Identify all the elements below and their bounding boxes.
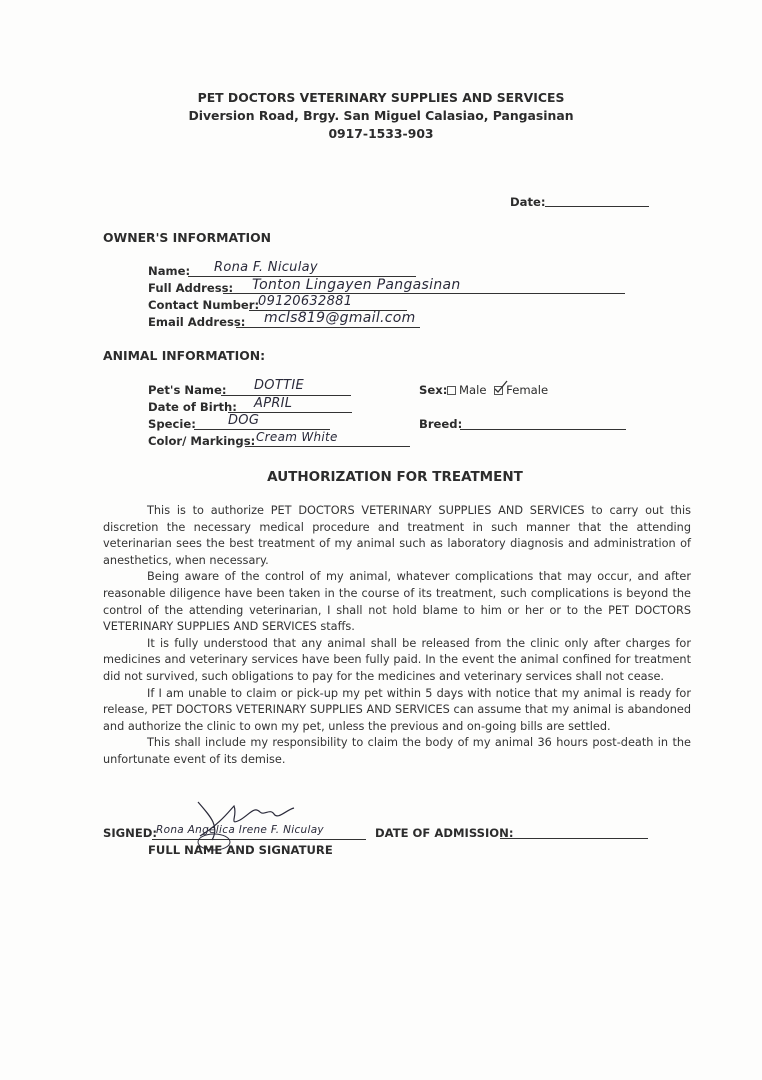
company-name: PET DOCTORS VETERINARY SUPPLIES AND SERVICES (197, 90, 565, 105)
owner-name-label: Name: (148, 264, 191, 278)
contact-number-label: Contact Number: (148, 298, 260, 312)
color-markings-value: Cream White (256, 430, 338, 444)
authorization-body (103, 503, 691, 769)
breed-field[interactable] (460, 429, 626, 430)
breed-label: Breed: (419, 417, 463, 431)
color-markings-label: Color/ Markings: (148, 434, 256, 448)
owner-address-label: Full Address: (148, 281, 234, 295)
authorization-paragraph: Being aware of the control of my animal, whatever complications that may occur, and after reasonable diligence have been taken in the course of its treatment, such complications is beyond the control of the attending veterinarian, I shall not hold blame to him or her or to the PET DOCTORS VETERINARY SUPPLIES AND SERVICES staffs. (103, 570, 691, 634)
owner-address-value: Tonton Lingayen Pangasinan (252, 277, 461, 293)
specie-label: Specie: (148, 417, 196, 431)
date-of-admission-label: DATE OF ADMISSION: (375, 826, 514, 840)
owner-section-title: OWNER'S INFORMATION (103, 230, 272, 245)
contact-number-value: 09120632881 (258, 294, 353, 309)
full-name-signature-label: FULL NAME AND SIGNATURE (148, 843, 333, 857)
dob-value: APRIL (254, 396, 293, 411)
company-phone: 0917-1533-903 (328, 126, 434, 141)
color-markings-field[interactable] (245, 446, 410, 447)
animal-section-title: ANIMAL INFORMATION: (103, 348, 266, 363)
authorization-title: AUTHORIZATION FOR TREATMENT (267, 469, 523, 485)
male-label: Male (459, 383, 487, 397)
company-address: Diversion Road, Brgy. San Miguel Calasiao, Pangasinan (188, 108, 574, 123)
female-label: Female (506, 383, 549, 397)
email-value: mcls819@gmail.com (264, 310, 416, 326)
date-of-admission-field[interactable] (500, 838, 648, 839)
dob-label: Date of Birth: (148, 400, 237, 414)
pet-name-label: Pet's Name: (148, 383, 227, 397)
date-field[interactable] (545, 206, 649, 207)
sex-label: Sex: (419, 383, 448, 397)
male-checkbox[interactable] (447, 386, 456, 395)
authorization-paragraph: If I am unable to claim or pick-up my pet within 5 days with notice that my animal is ready for release, PET DOCTORS VETERINARY SUPPLIES AND SERVICES can assume that my animal is abandoned and authorize the clinic to own my pet, unless the previous and on-going bills are settled. (103, 686, 691, 733)
signed-label: SIGNED: (103, 826, 158, 840)
sex-options (447, 383, 548, 397)
owner-name-value: Rona F. Niculay (214, 260, 318, 275)
authorization-paragraph: This is to authorize PET DOCTORS VETERINARY SUPPLIES AND SERVICES to carry out this discretion the necessary medical procedure and treatment in such manner that the attending veterinarian sees the best treatment of my animal such as laboratory diagnosis and administration of anesthetics, when necessary. (103, 504, 691, 567)
authorization-paragraph: This shall include my responsibility to claim the body of my animal 36 hours post-death in the unfortunate event of its demise. (103, 736, 691, 766)
female-checkbox[interactable] (494, 386, 503, 395)
pet-name-value: DOTTIE (254, 378, 304, 393)
date-label: Date: (510, 195, 546, 209)
signed-name-value: Rona Angelica Irene F. Niculay (156, 824, 324, 836)
authorization-paragraph: It is fully understood that any animal shall be released from the clinic only after charges for medicines and veterinary services have been fully paid. In the event the animal confined for treatment did not survived, such obligations to pay for the medicines and veterinary services shall not cease. (103, 636, 691, 683)
email-label: Email Address: (148, 315, 246, 329)
email-field[interactable] (236, 327, 420, 328)
specie-value: DOG (228, 413, 260, 428)
check-mark-icon (494, 380, 508, 394)
